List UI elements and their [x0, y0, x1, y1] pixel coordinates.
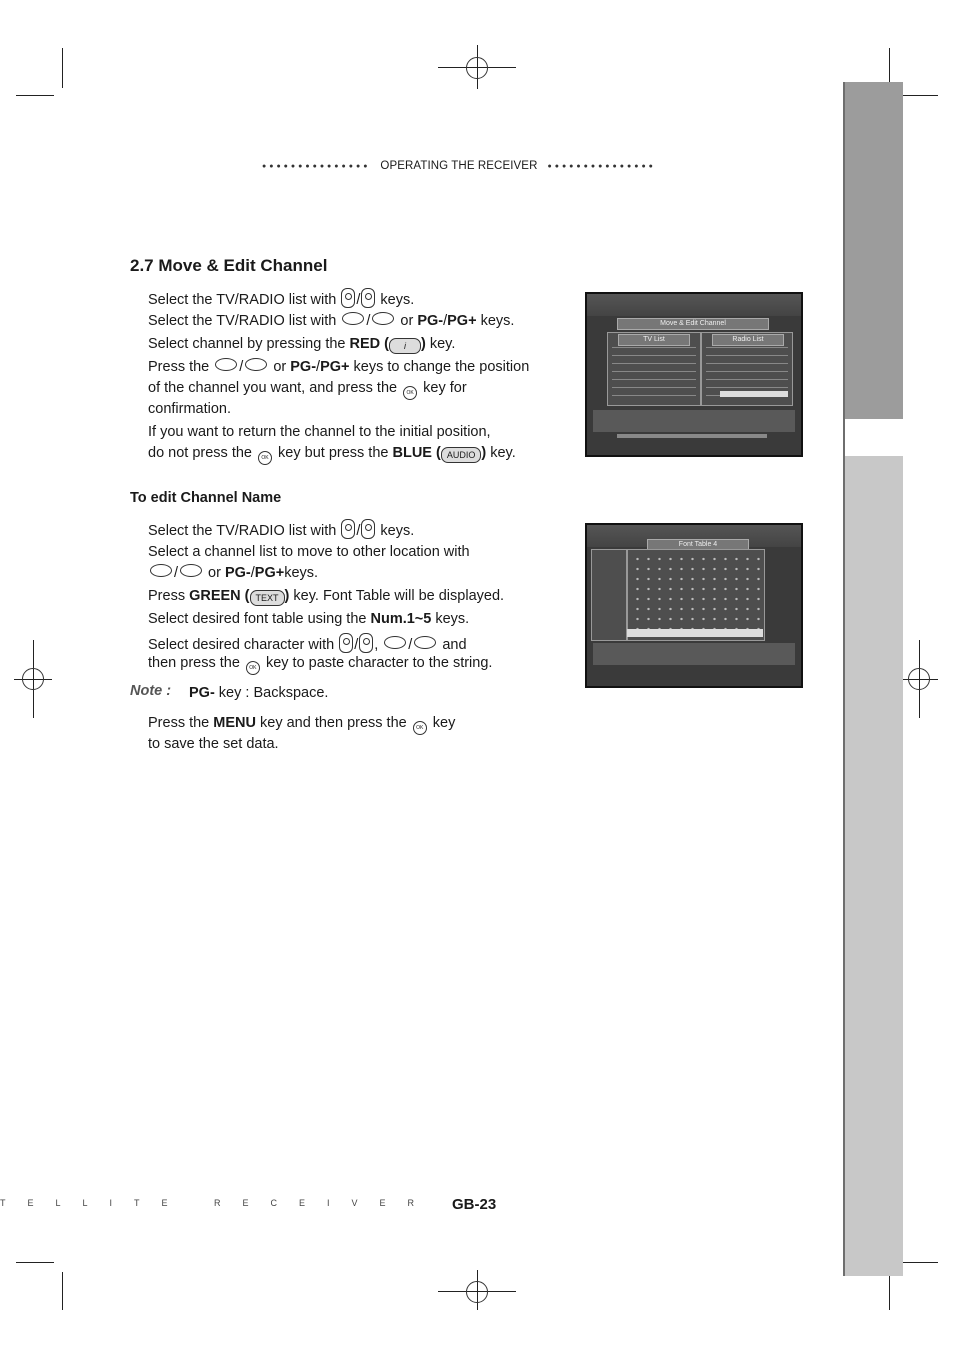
text: key.	[425, 336, 456, 352]
move-line-2	[148, 311, 514, 332]
edit-line-5	[148, 609, 469, 630]
registration-mark-icon	[466, 57, 488, 79]
text: key	[428, 715, 456, 731]
text: Select the TV/RADIO list with	[148, 292, 341, 308]
edit-line-7	[148, 653, 492, 675]
font-table-screenshot	[585, 523, 803, 688]
text: /	[174, 565, 179, 581]
text: Press the	[148, 715, 214, 731]
radio-list-head: Radio List	[712, 334, 784, 346]
text: key for	[419, 380, 467, 396]
sidebar-tab-dark	[843, 82, 903, 419]
registration-mark-icon	[466, 1281, 488, 1303]
move-line-4	[148, 357, 529, 378]
text: of the channel you want, and press the	[148, 380, 402, 396]
edit-line-4	[148, 586, 504, 607]
crop-mark	[62, 48, 63, 88]
text: /	[250, 565, 255, 581]
crop-mark	[16, 95, 54, 96]
down-key-icon	[180, 564, 202, 577]
text: Select desired character with	[148, 637, 339, 653]
text: Press	[148, 588, 190, 604]
down-key-icon	[414, 636, 436, 649]
tv-list-rows	[612, 347, 696, 403]
edit-line-2: Select a channel list to move to other location with	[148, 544, 470, 560]
left-key-icon	[341, 519, 355, 539]
text: or	[396, 313, 418, 329]
menu-key-label: MENU	[213, 715, 256, 731]
text: key to paste character to the string.	[261, 655, 493, 671]
text: /	[356, 292, 361, 308]
text: keys.	[431, 611, 470, 627]
move-edit-channel-screenshot	[585, 292, 803, 457]
left-key-icon	[339, 633, 353, 653]
crop-mark	[16, 1262, 54, 1263]
blue-key-label: BLUE (	[392, 445, 441, 461]
radio-list-panel	[701, 332, 793, 406]
green-key-label: GREEN (	[189, 588, 250, 604]
text: Select the TV/RADIO list with	[148, 523, 341, 539]
ok-key-icon: OK	[413, 721, 427, 735]
up-key-icon	[150, 564, 172, 577]
move-line-8	[148, 443, 516, 465]
num-keys-label: Num.1~5	[370, 611, 432, 627]
pg-plus-key: PG+	[320, 359, 350, 375]
text: keys.	[284, 565, 319, 581]
crop-mark	[62, 1272, 63, 1310]
up-key-icon	[342, 312, 364, 325]
font-character-grid	[632, 554, 760, 636]
note-label: Note :	[130, 683, 172, 699]
move-line-1	[148, 288, 414, 311]
tv-list-head: TV List	[618, 334, 690, 346]
right-key-icon	[359, 633, 373, 653]
text: )	[481, 445, 487, 461]
text: do not press the	[148, 445, 257, 461]
text: /	[316, 359, 321, 375]
edit-line-9: to save the set data.	[148, 736, 279, 752]
pg-minus-key: PG-	[224, 565, 251, 581]
text: ,	[374, 637, 383, 653]
header-dots-right: ●●●●●●●●●●●●●●●	[547, 162, 656, 170]
screen-status	[617, 434, 767, 438]
right-key-icon	[361, 519, 375, 539]
left-key-icon	[341, 288, 355, 308]
move-line-3	[148, 334, 455, 355]
crop-mark	[900, 1262, 938, 1263]
header-dots-left: ●●●●●●●●●●●●●●●	[262, 162, 371, 170]
text: Select the TV/RADIO list with	[148, 313, 341, 329]
text: keys to change the position	[349, 359, 530, 375]
screen-title: Move & Edit Channel	[617, 318, 769, 330]
tv-list-panel	[607, 332, 701, 406]
text: /	[366, 313, 371, 329]
text: keys.	[376, 523, 415, 539]
page-number: GB-23	[452, 1196, 497, 1213]
ok-key-icon: OK	[258, 451, 272, 465]
red-info-key-icon: i	[389, 338, 421, 354]
ok-key-icon: OK	[246, 661, 260, 675]
screen-hint-bar	[593, 410, 795, 432]
sidebar-edge	[843, 82, 845, 1276]
text: or	[204, 565, 225, 581]
note-line	[189, 683, 328, 704]
down-key-icon	[372, 312, 394, 325]
edit-line-8	[148, 713, 455, 735]
edit-line-3	[148, 563, 318, 584]
move-line-6: confirmation.	[148, 401, 232, 417]
pg-plus-key: PG+	[254, 565, 285, 581]
text: key.	[486, 445, 516, 461]
registration-mark-icon	[908, 668, 930, 690]
string-field	[627, 629, 763, 637]
text: Press the	[148, 359, 214, 375]
selected-row	[720, 391, 788, 397]
pg-plus-key: PG+	[447, 313, 477, 329]
text: keys.	[376, 292, 415, 308]
edit-subhead: To edit Channel Name	[130, 490, 282, 506]
screen-title: Font Table 4	[647, 539, 749, 551]
section-title: 2.7 Move & Edit Channel	[130, 256, 328, 275]
text: /	[443, 313, 448, 329]
up-key-icon	[215, 358, 237, 371]
green-text-key-icon: TEXT	[250, 590, 285, 606]
text: /	[408, 637, 413, 653]
text: /	[239, 359, 244, 375]
registration-mark-icon	[22, 668, 44, 690]
text: key. Font Table will be displayed.	[289, 588, 505, 604]
text: /	[354, 637, 359, 653]
pg-minus-key: PG-	[290, 359, 317, 375]
text: key and then press the	[255, 715, 411, 731]
ok-key-icon: OK	[403, 386, 417, 400]
font-table-panel	[627, 549, 765, 641]
text: or	[269, 359, 291, 375]
screen-hint-bar	[593, 643, 795, 665]
crop-mark	[900, 95, 938, 96]
text: /	[356, 523, 361, 539]
red-key-label: RED (	[349, 336, 389, 352]
edit-line-1	[148, 519, 414, 542]
text: )	[284, 588, 290, 604]
text: then press the	[148, 655, 244, 671]
up-key-icon	[384, 636, 406, 649]
move-line-5	[148, 378, 467, 400]
text: Select desired font table using the	[148, 611, 371, 627]
text: Select channel by pressing the	[148, 336, 350, 352]
blue-audio-key-icon: AUDIO	[441, 447, 482, 463]
sidebar-tab-light	[843, 456, 903, 1276]
pg-minus-key: PG-	[189, 685, 215, 701]
pg-minus-key: PG-	[417, 313, 444, 329]
down-key-icon	[245, 358, 267, 371]
crop-mark	[889, 1272, 890, 1310]
text: )	[421, 336, 426, 352]
move-line-7: If you want to return the channel to the initial position,	[148, 424, 491, 440]
text: key : Backspace.	[214, 685, 329, 701]
text: and	[438, 637, 467, 653]
right-key-icon	[361, 288, 375, 308]
running-footer: TELLITE RECEIVER	[0, 1198, 437, 1208]
text: keys.	[476, 313, 515, 329]
screen-top-band	[587, 294, 801, 316]
channel-list-panel	[591, 549, 627, 641]
header-title: OPERATING THE RECEIVER	[380, 160, 538, 172]
running-header	[262, 156, 692, 176]
text: key but press the	[274, 445, 393, 461]
